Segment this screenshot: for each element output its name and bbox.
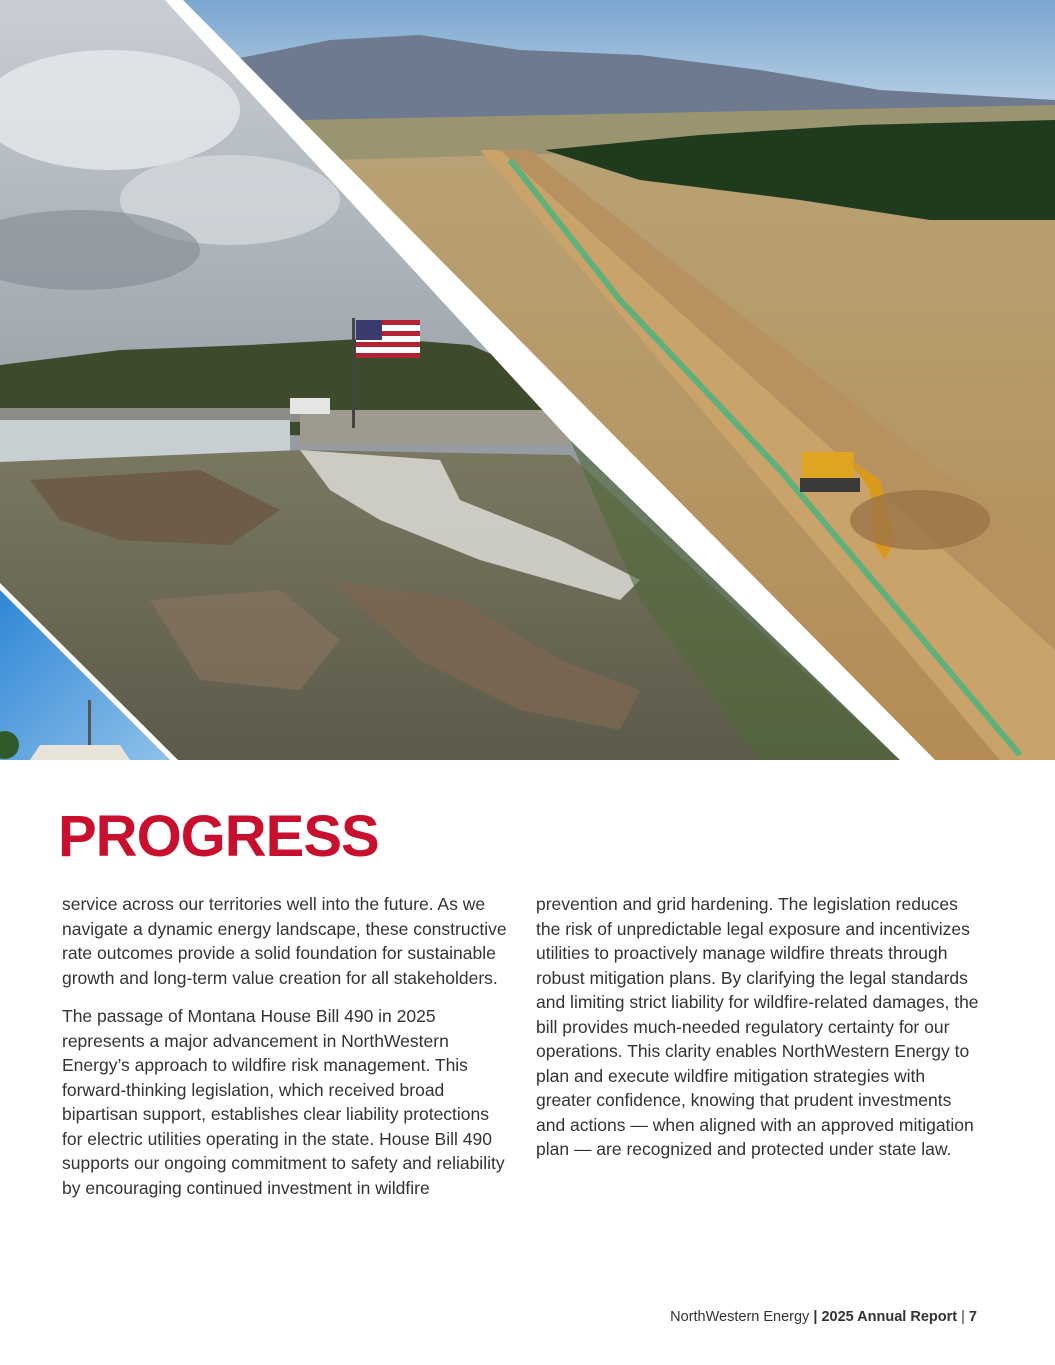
- page-heading: PROGRESS: [58, 804, 379, 869]
- footer-separator: |: [813, 1309, 818, 1325]
- american-flag-icon: [356, 320, 420, 358]
- body-column-right: [536, 892, 981, 1176]
- footer-company: NorthWestern Energy: [670, 1309, 810, 1325]
- paragraph: prevention and grid hardening. The legislation reduces the risk of unpredictable legal exposure and incentivizes utilities to proactively manage wildfire threats through robust mitigation plans. By clarifying the legal standards and limiting strict liability for wildfire-related damages, the bill provides much-needed regulatory certainty for our operations. This clarity enables NorthWestern Energy to plan and execute wildfire mitigation strategies with greater confidence, knowing that prudent investments and actions — when aligned with an approved mitigation plan — are recognized and protected under state law.: [536, 894, 979, 1159]
- footer-report-title: 2025 Annual Report: [821, 1309, 958, 1325]
- page-footer: [670, 1309, 977, 1325]
- body-column-left: [62, 892, 507, 1214]
- paragraph: service across our territories well into the future. As we navigate a dynamic energy landscape, these constructive rate outcomes provide a solid foundation for sustainable growth and long-term value creation for all stakeholders.: [62, 894, 507, 988]
- page-number: 7: [968, 1309, 977, 1325]
- footer-separator: |: [961, 1309, 965, 1325]
- paragraph: The passage of Montana House Bill 490 in 2025 represents a major advancement in NorthWestern Energy’s approach to wildfire risk management. This forward-thinking legislation, which received broad bipartisan support, establishes clear liability protections for electric utilities operating in the state. House Bill 490 supports our ongoing commitment to safety and reliability by encouraging continued investment in wildfire: [62, 1006, 505, 1198]
